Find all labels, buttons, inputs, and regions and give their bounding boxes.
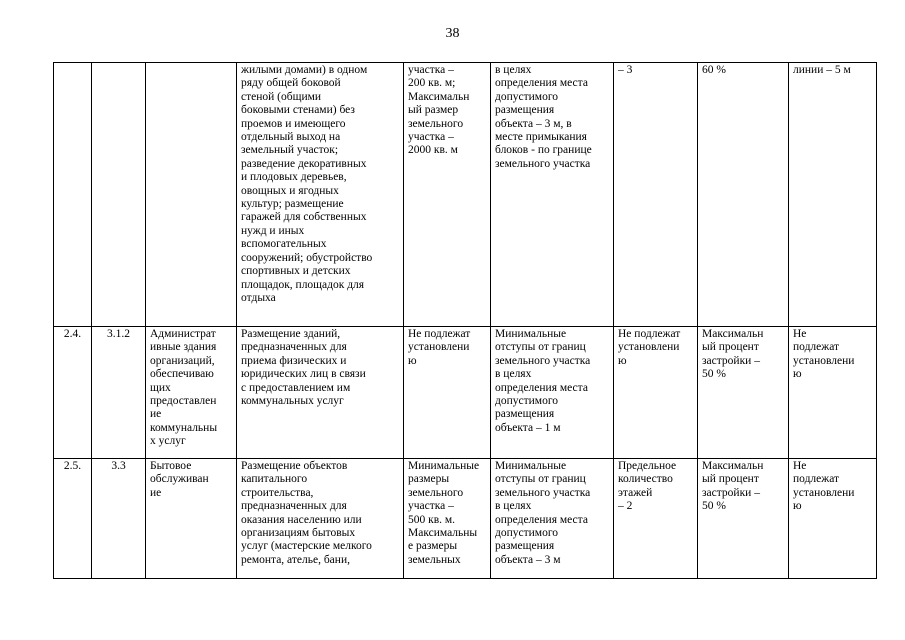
other-parameters-cell: Не подлежат установлени ю bbox=[789, 459, 877, 579]
coverage-percent-cell: Максимальн ый процент застройки – 50 % bbox=[698, 459, 789, 579]
plot-size-cell: Не подлежат установлени ю bbox=[404, 327, 491, 459]
row-number-cell bbox=[54, 63, 92, 327]
row-number-cell: 2.4. bbox=[54, 327, 92, 459]
setbacks-cell: Минимальные отступы от границ земельного участка в целях определения места допустимого размещения объекта – 1 м bbox=[491, 327, 614, 459]
land-use-code-cell bbox=[92, 63, 146, 327]
land-use-name-cell: Администрат ивные здания организаций, обеспечиваю щих предоставлен ие коммунальны х услуг bbox=[146, 327, 237, 459]
land-use-description-cell: жилыми домами) в одном ряду общей боковой стеной (общими боковыми стенами) без проемов и имеющего отдельный выход на земельный участок; разведение декоративных и плодовых деревьев, овощных и ягодных культур; размещение гаражей для собственных нужд и иных вспомогательных сооружений; обустройство спортивных и детских площадок, площадок для отдыха bbox=[237, 63, 404, 327]
other-parameters-cell: линии – 5 м bbox=[789, 63, 877, 327]
setbacks-cell: Минимальные отступы от границ земельного участка в целях определения места допустимого размещения объекта – 3 м bbox=[491, 459, 614, 579]
land-use-description-cell: Размещение объектов капитального строительства, предназначенных для оказания населению или организациям бытовых услуг (мастерские мелкого ремонта, ателье, бани, bbox=[237, 459, 404, 579]
row-number-cell: 2.5. bbox=[54, 459, 92, 579]
other-parameters-cell: Не подлежат установлени ю bbox=[789, 327, 877, 459]
floors-limit-cell: – 3 bbox=[614, 63, 698, 327]
table-row bbox=[54, 459, 877, 579]
table-row bbox=[54, 63, 877, 327]
coverage-percent-cell: Максимальн ый процент застройки – 50 % bbox=[698, 327, 789, 459]
land-use-code-cell: 3.1.2 bbox=[92, 327, 146, 459]
page-number: 38 bbox=[445, 26, 460, 41]
floors-limit-cell: Предельное количество этажей – 2 bbox=[614, 459, 698, 579]
land-use-name-cell: Бытовое обслуживан ие bbox=[146, 459, 237, 579]
coverage-percent-cell: 60 % bbox=[698, 63, 789, 327]
setbacks-cell: в целях определения места допустимого размещения объекта – 3 м, в месте примыкания блоков - по границе земельного участка bbox=[491, 63, 614, 327]
table-row bbox=[54, 327, 877, 459]
land-use-name-cell bbox=[146, 63, 237, 327]
plot-size-cell: Минимальные размеры земельного участка – 500 кв. м. Максимальны е размеры земельных bbox=[404, 459, 491, 579]
floors-limit-cell: Не подлежат установлени ю bbox=[614, 327, 698, 459]
land-use-regulations-table bbox=[53, 62, 877, 579]
plot-size-cell: участка – 200 кв. м; Максимальн ый размер земельного участка – 2000 кв. м bbox=[404, 63, 491, 327]
land-use-description-cell: Размещение зданий, предназначенных для приема физических и юридических лиц в связи с предоставлением им коммунальных услуг bbox=[237, 327, 404, 459]
land-use-code-cell: 3.3 bbox=[92, 459, 146, 579]
